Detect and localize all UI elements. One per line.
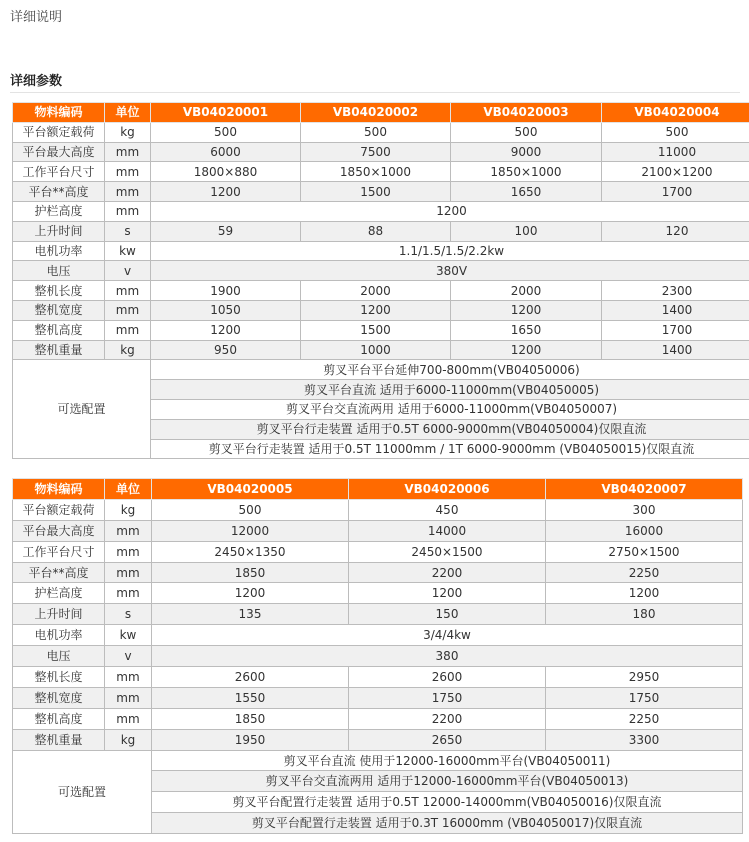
value-cell: 500 (152, 499, 349, 520)
table-row (13, 562, 743, 583)
row-label: 整机长度 (13, 667, 105, 688)
value-cell: 500 (301, 122, 451, 142)
row-label: 上升时间 (13, 221, 105, 241)
value-cell: 1750 (546, 687, 743, 708)
row-unit: kg (105, 340, 151, 360)
row-label: 平台最大高度 (13, 142, 105, 162)
value-cell: 2450×1350 (152, 541, 349, 562)
row-unit: mm (105, 182, 151, 202)
table-row (13, 520, 743, 541)
value-cell: 1200 (451, 300, 602, 320)
table-row (13, 201, 749, 221)
value-cell: 1700 (602, 320, 749, 340)
table-row (13, 122, 749, 142)
value-cell: 1850 (152, 562, 349, 583)
value-cell: 2250 (546, 562, 743, 583)
row-label: 护栏高度 (13, 201, 105, 221)
table-row (13, 320, 749, 340)
value-cell: 1800×880 (151, 162, 301, 182)
value-cell: 3300 (546, 729, 743, 750)
value-cell: 2650 (349, 729, 546, 750)
row-label: 平台额定载荷 (13, 122, 105, 142)
row-unit: s (105, 604, 152, 625)
optional-item: 剪叉平台行走装置 适用于0.5T 11000mm / 1T 6000-9000mm (VB04050015)仅限直流 (151, 439, 749, 459)
value-cell: 16000 (546, 520, 743, 541)
optional-item: 剪叉平台配置行走装置 适用于0.5T 12000-14000mm(VB04050016)仅限直流 (152, 792, 743, 813)
value-cell: 1650 (451, 182, 602, 202)
optional-item: 剪叉平台交直流两用 适用于12000-16000mm平台(VB04050013) (152, 771, 743, 792)
table-row (13, 340, 749, 360)
row-unit: mm (105, 541, 152, 562)
value-cell: 2000 (301, 281, 451, 301)
row-unit: kw (105, 625, 152, 646)
table-row (13, 625, 743, 646)
table-row (13, 241, 749, 261)
row-unit: v (105, 646, 152, 667)
header-model-code: VB04020002 (301, 103, 451, 123)
value-cell: 1200 (301, 300, 451, 320)
value-cell: 2100×1200 (602, 162, 749, 182)
merged-value-cell: 3/4/4kw (152, 625, 743, 646)
header-unit: 单位 (105, 103, 151, 123)
row-label: 电压 (13, 261, 105, 281)
value-cell: 500 (451, 122, 602, 142)
value-cell: 2600 (349, 667, 546, 688)
table-row (13, 729, 743, 750)
table-row (13, 708, 743, 729)
table-row (13, 687, 743, 708)
value-cell: 7500 (301, 142, 451, 162)
merged-value-cell: 380V (151, 261, 749, 281)
optional-config-label: 可选配置 (13, 750, 152, 834)
value-cell: 1500 (301, 182, 451, 202)
value-cell: 1550 (152, 687, 349, 708)
value-cell: 2950 (546, 667, 743, 688)
top-title: 详细说明 (10, 10, 63, 25)
row-unit: mm (105, 320, 151, 340)
table-row (13, 162, 749, 182)
value-cell: 1200 (349, 583, 546, 604)
value-cell: 100 (451, 221, 602, 241)
row-unit: kg (105, 122, 151, 142)
header-material-code: 物料编码 (13, 103, 105, 123)
header-model-code: VB04020003 (451, 103, 602, 123)
value-cell: 2750×1500 (546, 541, 743, 562)
optional-item: 剪叉平台交直流两用 适用于6000-11000mm(VB04050007) (151, 399, 749, 419)
row-label: 护栏高度 (13, 583, 105, 604)
header-row (13, 479, 743, 500)
value-cell: 2600 (152, 667, 349, 688)
table-row (13, 646, 743, 667)
value-cell: 1850 (152, 708, 349, 729)
row-unit: mm (105, 667, 152, 688)
value-cell: 11000 (602, 142, 749, 162)
row-unit: mm (105, 142, 151, 162)
row-label: 工作平台尺寸 (13, 541, 105, 562)
row-unit: mm (105, 708, 152, 729)
row-unit: kw (105, 241, 151, 261)
spec-table-1 (12, 102, 749, 459)
value-cell: 300 (546, 499, 743, 520)
row-label: 整机高度 (13, 708, 105, 729)
header-model-code: VB04020006 (349, 479, 546, 500)
value-cell: 1700 (602, 182, 749, 202)
table-row (13, 583, 743, 604)
table-row (13, 182, 749, 202)
row-label: 电压 (13, 646, 105, 667)
header-model-code: VB04020005 (152, 479, 349, 500)
optional-item: 剪叉平台配置行走装置 适用于0.3T 16000mm (VB04050017)仅限直流 (152, 813, 743, 834)
value-cell: 150 (349, 604, 546, 625)
table-row (13, 541, 743, 562)
row-unit: mm (105, 281, 151, 301)
value-cell: 6000 (151, 142, 301, 162)
value-cell: 2450×1500 (349, 541, 546, 562)
row-unit: mm (105, 201, 151, 221)
row-unit: mm (105, 583, 152, 604)
row-unit: kg (105, 499, 152, 520)
value-cell: 59 (151, 221, 301, 241)
value-cell: 1200 (451, 340, 602, 360)
row-label: 电机功率 (13, 241, 105, 261)
header-model-code: VB04020007 (546, 479, 743, 500)
value-cell: 12000 (152, 520, 349, 541)
header-model-code: VB04020004 (602, 103, 749, 123)
row-unit: kg (105, 729, 152, 750)
row-unit: mm (105, 562, 152, 583)
merged-value-cell: 380 (152, 646, 743, 667)
row-label: 整机重量 (13, 729, 105, 750)
row-label: 电机功率 (13, 625, 105, 646)
value-cell: 1900 (151, 281, 301, 301)
optional-config-label: 可选配置 (13, 360, 151, 459)
table-row (13, 142, 749, 162)
value-cell: 1050 (151, 300, 301, 320)
value-cell: 14000 (349, 520, 546, 541)
value-cell: 135 (152, 604, 349, 625)
header-material-code: 物料编码 (13, 479, 105, 500)
value-cell: 1850×1000 (301, 162, 451, 182)
row-label: 平台最大高度 (13, 520, 105, 541)
value-cell: 500 (602, 122, 749, 142)
spec-table-2 (12, 478, 743, 834)
value-cell: 120 (602, 221, 749, 241)
row-label: 整机重量 (13, 340, 105, 360)
row-label: 平台**高度 (13, 562, 105, 583)
value-cell: 2000 (451, 281, 602, 301)
row-label: 整机宽度 (13, 687, 105, 708)
value-cell: 2200 (349, 708, 546, 729)
row-unit: mm (105, 687, 152, 708)
table-row (13, 604, 743, 625)
value-cell: 2200 (349, 562, 546, 583)
value-cell: 1200 (151, 320, 301, 340)
optional-item: 剪叉平台直流 适用于6000-11000mm(VB04050005) (151, 380, 749, 400)
value-cell: 1650 (451, 320, 602, 340)
optional-item: 剪叉平台直流 使用于12000-16000mm平台(VB04050011) (152, 750, 743, 771)
row-unit: mm (105, 162, 151, 182)
table-row (13, 281, 749, 301)
row-label: 平台额定载荷 (13, 499, 105, 520)
value-cell: 1000 (301, 340, 451, 360)
value-cell: 88 (301, 221, 451, 241)
header-unit: 单位 (105, 479, 152, 500)
value-cell: 180 (546, 604, 743, 625)
value-cell: 2250 (546, 708, 743, 729)
optional-item: 剪叉平台平台延伸700-800mm(VB04050006) (151, 360, 749, 380)
merged-value-cell: 1200 (151, 201, 749, 221)
value-cell: 1750 (349, 687, 546, 708)
table-row (13, 221, 749, 241)
value-cell: 1200 (152, 583, 349, 604)
header-row (13, 103, 749, 123)
value-cell: 1400 (602, 300, 749, 320)
value-cell: 1400 (602, 340, 749, 360)
section-title: 详细参数 (10, 74, 63, 89)
header-model-code: VB04020001 (151, 103, 301, 123)
value-cell: 1500 (301, 320, 451, 340)
value-cell: 1850×1000 (451, 162, 602, 182)
value-cell: 9000 (451, 142, 602, 162)
optional-row (13, 750, 743, 771)
row-label: 整机宽度 (13, 300, 105, 320)
row-unit: mm (105, 300, 151, 320)
table-row (13, 667, 743, 688)
row-label: 上升时间 (13, 604, 105, 625)
value-cell: 1200 (151, 182, 301, 202)
table-row (13, 300, 749, 320)
value-cell: 500 (151, 122, 301, 142)
row-label: 整机高度 (13, 320, 105, 340)
row-unit: v (105, 261, 151, 281)
value-cell: 950 (151, 340, 301, 360)
row-label: 工作平台尺寸 (13, 162, 105, 182)
merged-value-cell: 1.1/1.5/1.5/2.2kw (151, 241, 749, 261)
table-row (13, 261, 749, 281)
optional-item: 剪叉平台行走装置 适用于0.5T 6000-9000mm(VB04050004)仅限直流 (151, 419, 749, 439)
optional-row (13, 360, 749, 380)
row-label: 整机长度 (13, 281, 105, 301)
value-cell: 1950 (152, 729, 349, 750)
value-cell: 2300 (602, 281, 749, 301)
section-divider (10, 92, 740, 93)
row-unit: mm (105, 520, 152, 541)
value-cell: 1200 (546, 583, 743, 604)
table-row (13, 499, 743, 520)
row-unit: s (105, 221, 151, 241)
value-cell: 450 (349, 499, 546, 520)
row-label: 平台**高度 (13, 182, 105, 202)
